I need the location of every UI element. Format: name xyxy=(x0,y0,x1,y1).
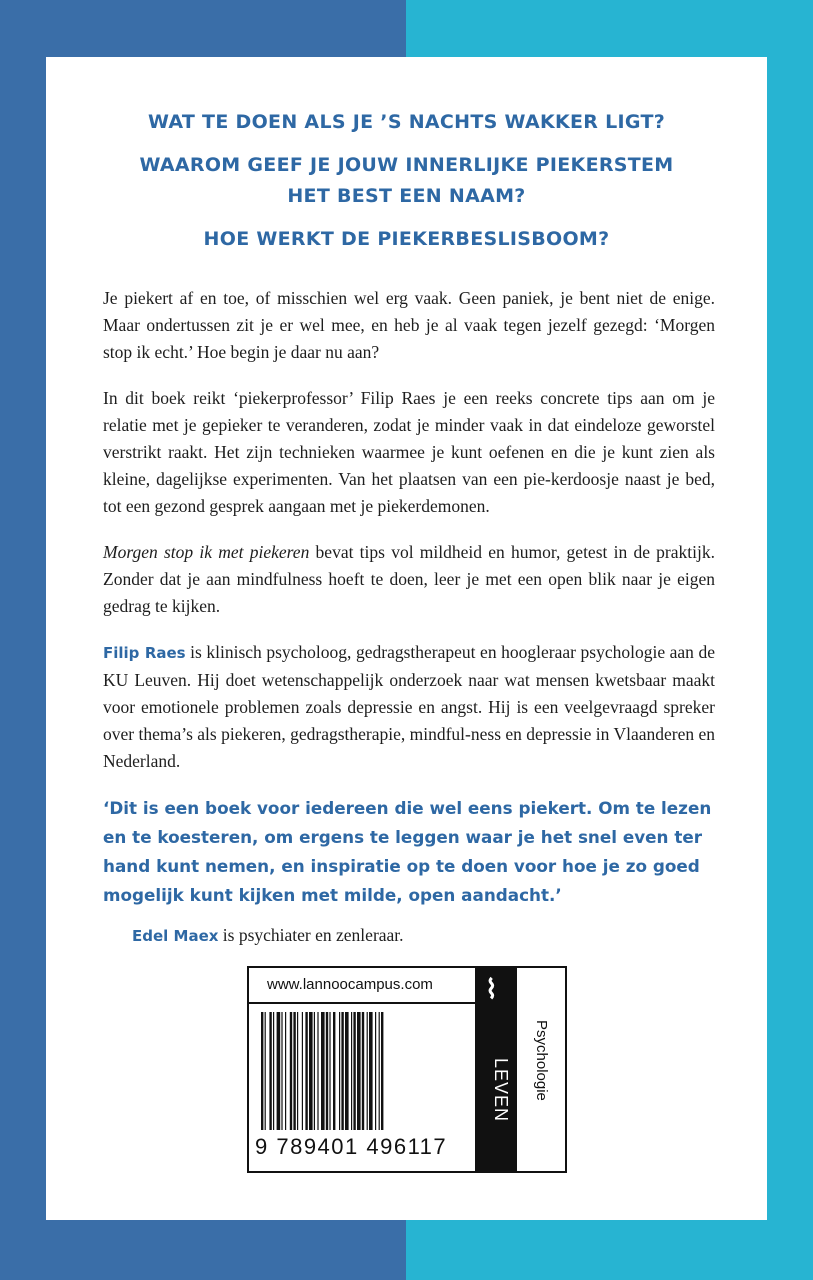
barcode-bar xyxy=(351,1012,352,1130)
barcode-bar xyxy=(321,1012,325,1130)
barcode-bar xyxy=(309,1012,313,1130)
barcode-bar xyxy=(341,1012,343,1130)
back-cover-panel xyxy=(46,57,767,1220)
barcode-bar xyxy=(285,1012,286,1130)
barcode-bar xyxy=(379,1012,380,1130)
barcode-bar xyxy=(317,1012,318,1130)
barcode-bar xyxy=(326,1012,328,1130)
publisher-website: www.lannoocampus.com xyxy=(249,968,477,1004)
question-1: WAT TE DOEN ALS JE ’S NACHTS WAKKER LIGT? xyxy=(147,111,666,133)
barcode-bar xyxy=(357,1012,361,1130)
question-2-line-1: WAAROM GEEF JE JOUW INNERLIJKE PIEKERSTEM xyxy=(139,154,674,176)
barcode-bar xyxy=(329,1012,330,1130)
barcode-bar xyxy=(273,1012,274,1130)
barcode-bar xyxy=(333,1012,335,1130)
series-mark-icon: ⌇ xyxy=(485,974,498,1004)
endorsement-quote: ‘Dit is een boek voor iedereen die wel eens piekert. Om te lezen en te koesteren, om ergens te leggen waar je het snel even ter hand kunt nemen, en inspiratie op te doen voor hoe je zo goed mogelijk kunt kijken met milde, open aandacht.’ xyxy=(103,798,712,905)
barcode-bar xyxy=(375,1012,376,1130)
barcode-bar xyxy=(281,1012,282,1130)
description-paragraph: In dit boek reikt ‘piekerprofessor’ Filip Raes je een reeks concrete tips aan om je relatie met je gepieker te veranderen, zodat je minder vaak in dat eindeloze geworstel verstrikt raakt. Het zijn technieken waarmee je kunt oefenen en die je kunt zien als kleine, dagelijkse experimenten. Van het plaatsen van een pie-kerdoosje naast je bed, tot een gezond gesprek aangaan met je piekerdemonen. xyxy=(103,388,715,516)
barcode-bar xyxy=(297,1012,298,1130)
author-name: Filip Raes xyxy=(103,644,186,662)
question-2 xyxy=(46,150,767,212)
barcode-bar xyxy=(381,1012,383,1130)
barcode-bar xyxy=(305,1012,307,1130)
category-label: Psychologie xyxy=(533,1020,550,1101)
barcode-bar xyxy=(353,1012,355,1130)
barcode-bar xyxy=(265,1012,266,1130)
author-bio-text: is klinisch psycholoog, gedragstherapeut en hoogleraar psychologie aan de KU Leuven. Hij doet wetenschappelijk onderzoek naar wat mensen kwetsbaar maakt voor emotionele problemen zoals depressie en angst. Hij is een veelgevraagd spreker over thema’s als piekeren, gedragstherapie, mindful-ness en depressie in Vlaanderen en Nederland. xyxy=(103,642,715,771)
question-2-line-2: HET BEST EEN NAAM? xyxy=(287,185,526,207)
quote-author-role: is psychiater en zenleraar. xyxy=(218,925,404,945)
question-headings xyxy=(46,107,767,267)
barcode-bar xyxy=(302,1012,303,1130)
barcode-bar xyxy=(261,1012,263,1130)
barcode-bar xyxy=(277,1012,281,1130)
barcode-block xyxy=(247,966,567,1173)
quote-author-name: Edel Maex xyxy=(132,927,219,945)
book-title: Morgen stop ik met piekeren xyxy=(103,542,310,562)
barcode-bar xyxy=(369,1012,373,1130)
blurb-body xyxy=(103,285,715,950)
barcode-bar xyxy=(362,1012,364,1130)
question-3: HOE WERKT DE PIEKERBESLISBOOM? xyxy=(203,228,610,250)
intro-paragraph: Je piekert af en toe, of misschien wel erg vaak. Geen paniek, je bent niet de enige. Maar ondertussen zit je er wel mee, en heb je al vaak tegen jezelf gezegd: ‘Morgen stop ik echt.’ Hoe begin je daar nu aan? xyxy=(103,288,715,362)
series-label: LEVEN xyxy=(491,1058,511,1123)
quote-attribution xyxy=(103,922,715,950)
barcode-bar xyxy=(367,1012,368,1130)
barcode-bar xyxy=(339,1012,340,1130)
isbn-number: 9 789401 496117 xyxy=(255,1134,448,1159)
barcode-bar xyxy=(293,1012,295,1130)
barcode-bar xyxy=(345,1012,349,1130)
author-bio-paragraph xyxy=(103,639,715,775)
summary-paragraph xyxy=(103,539,715,620)
barcode-bar xyxy=(269,1012,271,1130)
summary-text: bevat tips vol mildheid en humor, getest in de praktijk. Zonder dat je aan mindfulness hoeft te doen, leer je met een open blik naar je eigen gedrag te kijken. xyxy=(103,542,715,616)
barcode-bar xyxy=(314,1012,315,1130)
barcode-bar xyxy=(290,1012,292,1130)
barcode-bars xyxy=(261,1012,465,1130)
